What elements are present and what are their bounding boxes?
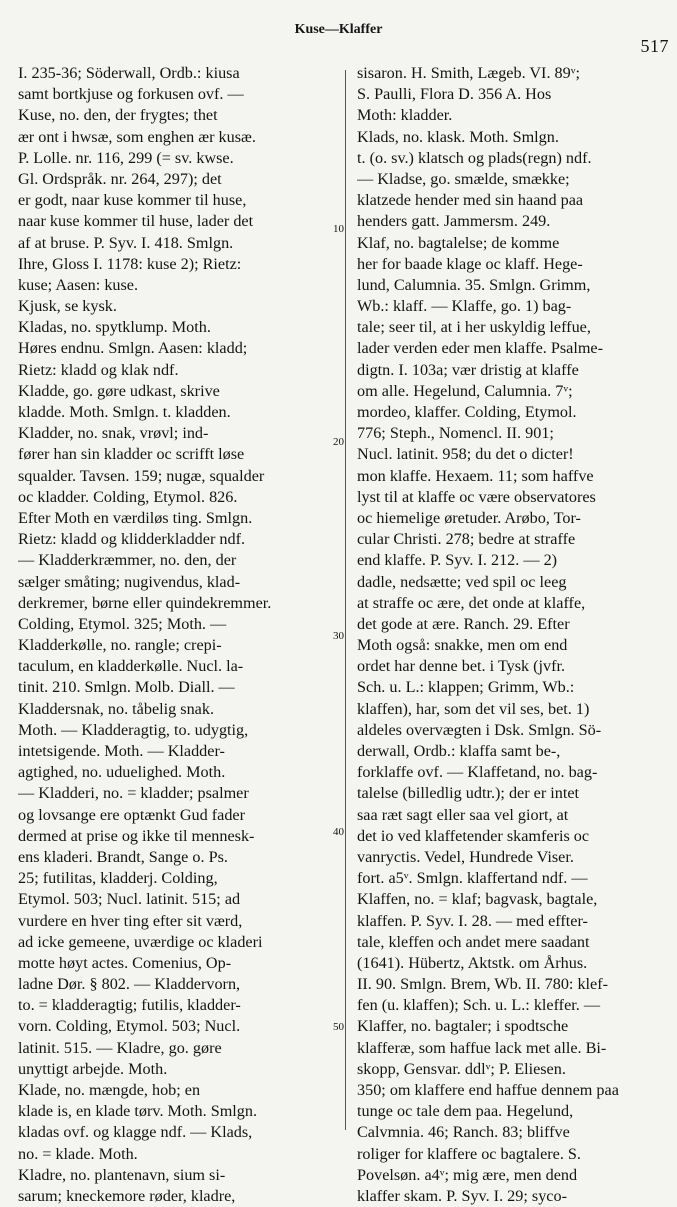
text-line: unyttigt arbejde. Moth. bbox=[18, 1059, 168, 1078]
line-marker: 50 bbox=[333, 1021, 344, 1033]
text-line: sarum; kneckemore røder, kladre, bbox=[18, 1186, 236, 1205]
text-line: Høres endnu. Smlgn. Aasen: kladd; bbox=[18, 339, 248, 358]
text-line: klaffer skam. P. Syv. I. 29; syco- bbox=[357, 1186, 567, 1205]
text-line: oc kladder. Colding, Etymol. 826. bbox=[18, 487, 238, 506]
text-line: er godt, naar kuse kommer til huse, bbox=[18, 191, 247, 210]
text-line: Wb.: klaff. — Klaffe, go. 1) bag- bbox=[357, 297, 572, 316]
text-line: ens kladeri. Brandt, Sange o. Ps. bbox=[18, 847, 228, 866]
text-line: fen (u. klaffen); Sch. u. L.: kleffer. — bbox=[357, 996, 601, 1015]
text-line: — Kladderkræmmer, no. den, der bbox=[18, 551, 237, 570]
line-marker: 30 bbox=[333, 630, 344, 642]
text-line: 776; Steph., Nomencl. II. 901; bbox=[357, 424, 554, 443]
text-line: lund, Calumnia. 35. Smlgn. Grimm, bbox=[357, 275, 591, 294]
text-line: S. Paulli, Flora D. 356 A. Hos bbox=[357, 85, 552, 104]
text-line: Povelsøn. a4ᵛ; mig ære, men dend bbox=[357, 1165, 578, 1184]
text-line: Klaffen, no. = klaf; bagvask, bagtale, bbox=[357, 890, 598, 909]
text-line: 25; futilitas, kladderj. Colding, bbox=[18, 869, 218, 888]
line-marker: 10 bbox=[333, 223, 344, 235]
text-line: kuse; Aasen: kuse. bbox=[18, 275, 139, 294]
text-line: saa ræt sagt eller saa vel giort, at bbox=[357, 805, 569, 824]
line-marker: 40 bbox=[333, 826, 344, 838]
text-line: sisaron. H. Smith, Lægeb. VI. 89ᵛ; bbox=[357, 64, 580, 82]
text-line: kladas ovf. og klagge ndf. — Klads, bbox=[18, 1123, 253, 1142]
text-line: Klads, no. klask. Moth. Smlgn. bbox=[357, 127, 559, 146]
text-line: det gode at ære. Ranch. 29. Efter bbox=[357, 614, 570, 633]
text-line: Efter Moth en værdiløs ting. Smlgn. bbox=[18, 508, 253, 527]
text-line: klafferæ, som haffue lack met alle. Bi- bbox=[357, 1038, 607, 1057]
text-line: fører han sin kladder oc scrifft løse bbox=[18, 445, 245, 464]
text-line: Moth. — Kladderagtig, to. udygtig, bbox=[18, 720, 249, 739]
text-line: vurdere en hver ting efter sit værd, bbox=[18, 911, 243, 930]
text-line: P. Lolle. nr. 116, 299 (= sv. kwse. bbox=[18, 148, 234, 167]
text-line: Klaf, no. bagtalelse; de komme bbox=[357, 233, 560, 252]
text-line: II. 90. Smlgn. Brem, Wb. II. 780: klef- bbox=[357, 975, 609, 994]
text-line: digtn. I. 103a; vær dristig at klaffe bbox=[357, 360, 579, 379]
text-line: Klaffer, no. bagtaler; i spodtsche bbox=[357, 1017, 569, 1036]
text-line: mon klaffe. Hexaem. 11; som haffve bbox=[357, 466, 594, 485]
page-number: 517 bbox=[640, 36, 669, 56]
text-line: 350; om klaffere end haffue dennem paa bbox=[357, 1081, 619, 1099]
text-line: at straffe oc ære, det onde at klaffe, bbox=[357, 593, 586, 612]
text-line: Moth: kladder. bbox=[357, 106, 453, 125]
text-line: squalder. Tavsen. 159; nugæ, squalder bbox=[18, 466, 265, 485]
text-line: af at bruse. P. Syv. I. 418. Smlgn. bbox=[18, 233, 234, 252]
text-line: ladne Dør. § 802. — Kladdervorn, bbox=[18, 975, 241, 994]
text-line: Klade, no. mængde, hob; en bbox=[18, 1081, 201, 1099]
text-line: Kuse, no. den, der frygtes; thet bbox=[18, 106, 218, 125]
text-line: Kladdersnak, no. tåbelig snak. bbox=[18, 699, 214, 718]
text-line: Etymol. 503; Nucl. latinit. 515; ad bbox=[18, 890, 241, 909]
text-line: Calvmnia. 46; Ranch. 83; bliffve bbox=[357, 1123, 570, 1142]
text-line: vanryctis. Vedel, Hundrede Viser. bbox=[357, 847, 574, 866]
text-line: mordeo, klaffer. Colding, Etymol. bbox=[357, 403, 577, 421]
text-line: ad icke gemeene, uværdige oc kladeri bbox=[18, 932, 263, 951]
text-line: intetsigende. Moth. — Kladder- bbox=[18, 742, 225, 760]
text-line: tale, kleffen och andet mere saadant bbox=[357, 932, 590, 951]
text-line: skopp, Gensvar. ddlᵛ; P. Eliesen. bbox=[357, 1059, 566, 1078]
text-line: Kladder, no. snak, vrøvl; ind- bbox=[18, 424, 209, 443]
text-line: oc hiemelige øretuder. Arøbo, Tor- bbox=[357, 508, 581, 527]
text-line: derwall, Ordb.: klaffa samt be-, bbox=[357, 742, 561, 760]
text-line: lyst til at klaffe oc være observatores bbox=[357, 487, 596, 506]
text-line: ordet har denne bet. i Tysk (jvfr. bbox=[357, 657, 566, 676]
text-line: og lovsange ere optænkt Gud fader bbox=[18, 805, 246, 824]
text-line: tinit. 210. Smlgn. Molb. Diall. — bbox=[18, 678, 235, 697]
text-line: (1641). Hübertz, Aktstk. om Århus. bbox=[357, 953, 588, 972]
text-line: klatzede hender med sin haand paa bbox=[357, 191, 584, 210]
text-line: end klaffe. P. Syv. I. 212. — 2) bbox=[357, 551, 558, 570]
text-line: klade is, en klade tørv. Moth. Smlgn. bbox=[18, 1102, 258, 1121]
text-line: henders gatt. Jammersm. 249. bbox=[357, 212, 551, 231]
text-line: — Kladderi, no. = kladder; psalmer bbox=[18, 784, 249, 803]
text-line: Moth også: snakke, men om end bbox=[357, 636, 568, 655]
text-line: t. (o. sv.) klatsch og plads(regn) ndf. bbox=[357, 148, 592, 167]
text-line: to. = kladderagtig; futilis, kladder- bbox=[18, 996, 241, 1015]
text-line: dermed at prise og ikke til mennesk- bbox=[18, 826, 255, 845]
text-line: roliger for klaffere oc bagtalere. S. bbox=[357, 1144, 581, 1163]
text-line: agtighed, no. uduelighed. Moth. bbox=[18, 763, 226, 782]
text-line: klaffen), har, som det vil ses, bet. 1) bbox=[357, 699, 590, 718]
text-line: motte høyt actes. Comenius, Op- bbox=[18, 953, 232, 972]
text-line: klaffen. P. Syv. I. 28. — med effter- bbox=[357, 911, 588, 930]
text-line: her for baade klage oc klaff. Hege- bbox=[357, 254, 583, 273]
text-line: lader verden eder men klaffe. Psalme- bbox=[357, 339, 603, 358]
text-line: — Kladse, go. smælde, smække; bbox=[357, 169, 570, 188]
text-line: Nucl. latinit. 958; du det o dicter! bbox=[357, 445, 574, 464]
text-line: aldeles overvægten i Dsk. Smlgn. Sö- bbox=[357, 720, 602, 739]
text-line: om alle. Hegelund, Calumnia. 7ᵛ; bbox=[357, 381, 573, 400]
text-line: sælger småting; nugivendus, klad- bbox=[18, 572, 241, 591]
text-line: Kladde, go. gøre udkast, skrive bbox=[18, 381, 220, 400]
text-line: Gl. Ordspråk. nr. 264, 297); det bbox=[18, 169, 222, 188]
line-marker: 20 bbox=[333, 436, 344, 448]
text-line: Kjusk, se kysk. bbox=[18, 297, 117, 316]
text-line: I. 235-36; Söderwall, Ordb.: kiusa bbox=[18, 64, 240, 82]
text-line: Kladderkølle, no. rangle; crepi- bbox=[18, 636, 222, 655]
running-head: Kuse—Klaffer bbox=[294, 22, 383, 37]
text-line: ær ont i hwsæ, som enghen ær kusæ. bbox=[18, 127, 256, 146]
right-column bbox=[357, 63, 670, 1207]
left-column bbox=[18, 63, 336, 1207]
text-line: tunge oc tale dem paa. Hegelund, bbox=[357, 1102, 574, 1121]
text-line: latinit. 515. — Kladre, go. gøre bbox=[18, 1038, 222, 1057]
text-line: vorn. Colding, Etymol. 503; Nucl. bbox=[18, 1017, 241, 1036]
text-line: Rietz: kladd og klidderkladder ndf. bbox=[18, 530, 246, 549]
text-line: Ihre, Gloss I. 1178: kuse 2); Rietz: bbox=[18, 254, 242, 273]
text-line: derkremer, børne eller quindekremmer. bbox=[18, 593, 272, 612]
text-line: dadle, nedsætte; ved spil oc leeg bbox=[357, 572, 567, 591]
text-line: Sch. u. L.: klappen; Grimm, Wb.: bbox=[357, 678, 575, 697]
text-line: naar kuse kommer til huse, lader det bbox=[18, 212, 254, 231]
text-line: fort. a5ᵛ. Smlgn. klaffertand ndf. — bbox=[357, 869, 588, 888]
text-line: Rietz: kladd og klak ndf. bbox=[18, 360, 179, 379]
text-line: taculum, en kladderkølle. Nucl. la- bbox=[18, 657, 244, 676]
text-line: Kladre, no. plantenavn, sium si- bbox=[18, 1165, 226, 1184]
text-line: kladde. Moth. Smlgn. t. kladden. bbox=[18, 403, 231, 421]
text-line: tale; seer til, at i her uskyldig leffue, bbox=[357, 318, 591, 337]
text-line: talelse (billedlig udtr.); der er intet bbox=[357, 784, 580, 803]
text-line: det io ved klaffetender skamferis oc bbox=[357, 826, 590, 845]
column-divider bbox=[345, 70, 346, 1130]
text-line: samt bortkjuse og forkusen ovf. — bbox=[18, 85, 244, 104]
text-line: cular Christi. 278; bedre at straffe bbox=[357, 530, 576, 549]
text-line: Colding, Etymol. 325; Moth. — bbox=[18, 614, 227, 633]
text-line: Kladas, no. spytklump. Moth. bbox=[18, 318, 211, 337]
text-line: no. = klade. Moth. bbox=[18, 1144, 138, 1163]
text-line: forklaffe ovf. — Klaffetand, no. bag- bbox=[357, 763, 598, 782]
